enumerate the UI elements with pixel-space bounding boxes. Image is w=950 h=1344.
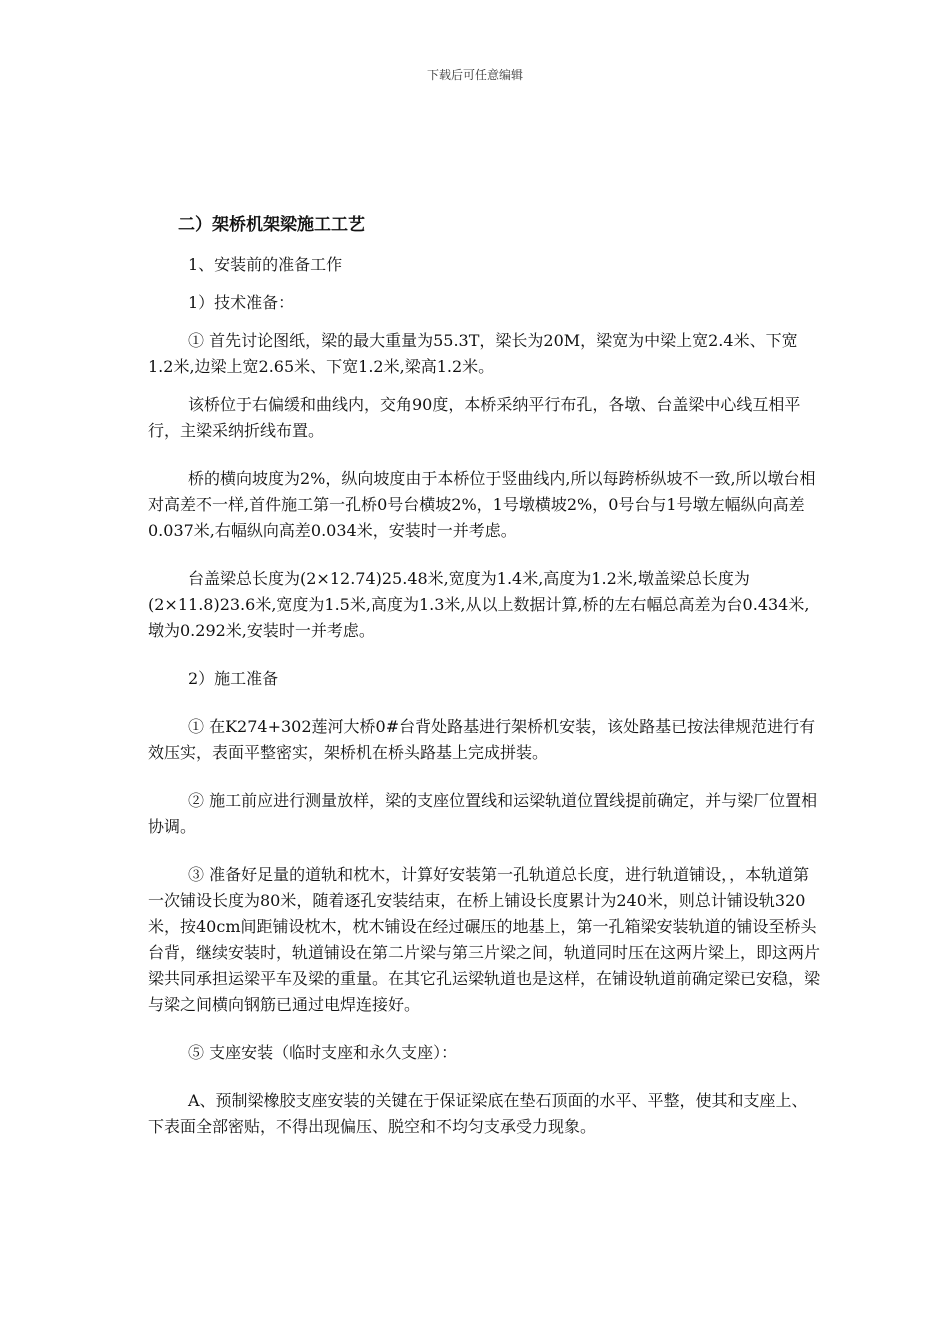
- paragraph-bearing-install: ⑤ 支座安装（临时支座和永久支座）：: [188, 1043, 458, 1062]
- paragraph-cap-beam: 台盖梁总长度为(2×12.74)25.48米,宽度为1.4米,高度为1.2米,墩盖梁总长度为(2×11.8)23.6米,宽度为1.5米,高度为1.3米,从以上数据计算,桥的左右幅总高差为台0.434米,墩为0.292米,安装时一并考虑。: [148, 569, 810, 640]
- document-body: [148, 210, 820, 1140]
- page-header-note: 下载后可任意编辑: [426, 68, 523, 82]
- paragraph-assembly-site: ① 在K274+302莲河大桥0#台背处路基进行架桥机安装，该处路基已按法律规范进行有效压实，表面平整密实，架桥机在桥头路基上完成拼装。: [148, 717, 816, 762]
- paragraph-rubber-bearing: A、预制梁橡胶支座安装的关键在于保证梁底在垫石顶面的水平、平整，使其和支座上、下表面全部密贴，不得出现偏压、脱空和不均匀支承受力现象。: [148, 1091, 808, 1136]
- paragraph-bridge-position: 该桥位于右偏缓和曲线内，交角90度，本桥采纳平行布孔，各墩、台盖梁中心线互相平行，主梁采纳折线布置。: [148, 395, 801, 440]
- subheading-preparation: 1、安装前的准备工作: [188, 255, 343, 274]
- paragraph-slope: 桥的横向坡度为2%，纵向坡度由于本桥位于竖曲线内,所以每跨桥纵坡不一致,所以墩台相对高差不一样,首件施工第一孔桥0号台横坡2%，1号墩横坡2%，0号台与1号墩左幅纵向高差0.037米,右幅纵向高差0.034米，安装时一并考虑。: [148, 469, 816, 540]
- section-heading: 二）架桥机架梁施工工艺: [178, 215, 365, 235]
- paragraph-drawings: ① 首先讨论图纸，梁的最大重量为55.3T，梁长为20M，梁宽为中梁上宽2.4米、下宽1.2米,边梁上宽2.65米、下宽1.2米,梁高1.2米。: [148, 331, 798, 376]
- paragraph-rails: ③ 准备好足量的道轨和枕木，计算好安装第一孔轨道总长度，进行轨道铺设，，本轨道第一次铺设长度为80米，随着逐孔安装结束，在桥上铺设长度累计为240米，则总计铺设轨320米，按40cm间距铺设枕木，枕木铺设在经过碾压的地基上，第一孔箱梁安装轨道的铺设至桥头台背，继续安装时，轨道铺设在第二片梁与第三片梁之间，轨道同时压在这两片梁上，即这两片梁共同承担运梁平车及梁的重量。在其它孔运梁轨道也是这样，在铺设轨道前确定梁已安稳，梁与梁之间横向钢筋已通过电焊连接好。: [148, 865, 821, 1014]
- subheading-construction-prep: 2）施工准备: [188, 669, 279, 688]
- paragraph-survey: ② 施工前应进行测量放样，梁的支座位置线和运梁轨道位置线提前确定，并与梁厂位置相协调。: [148, 791, 818, 836]
- subheading-technical: 1）技术准备：: [188, 293, 295, 312]
